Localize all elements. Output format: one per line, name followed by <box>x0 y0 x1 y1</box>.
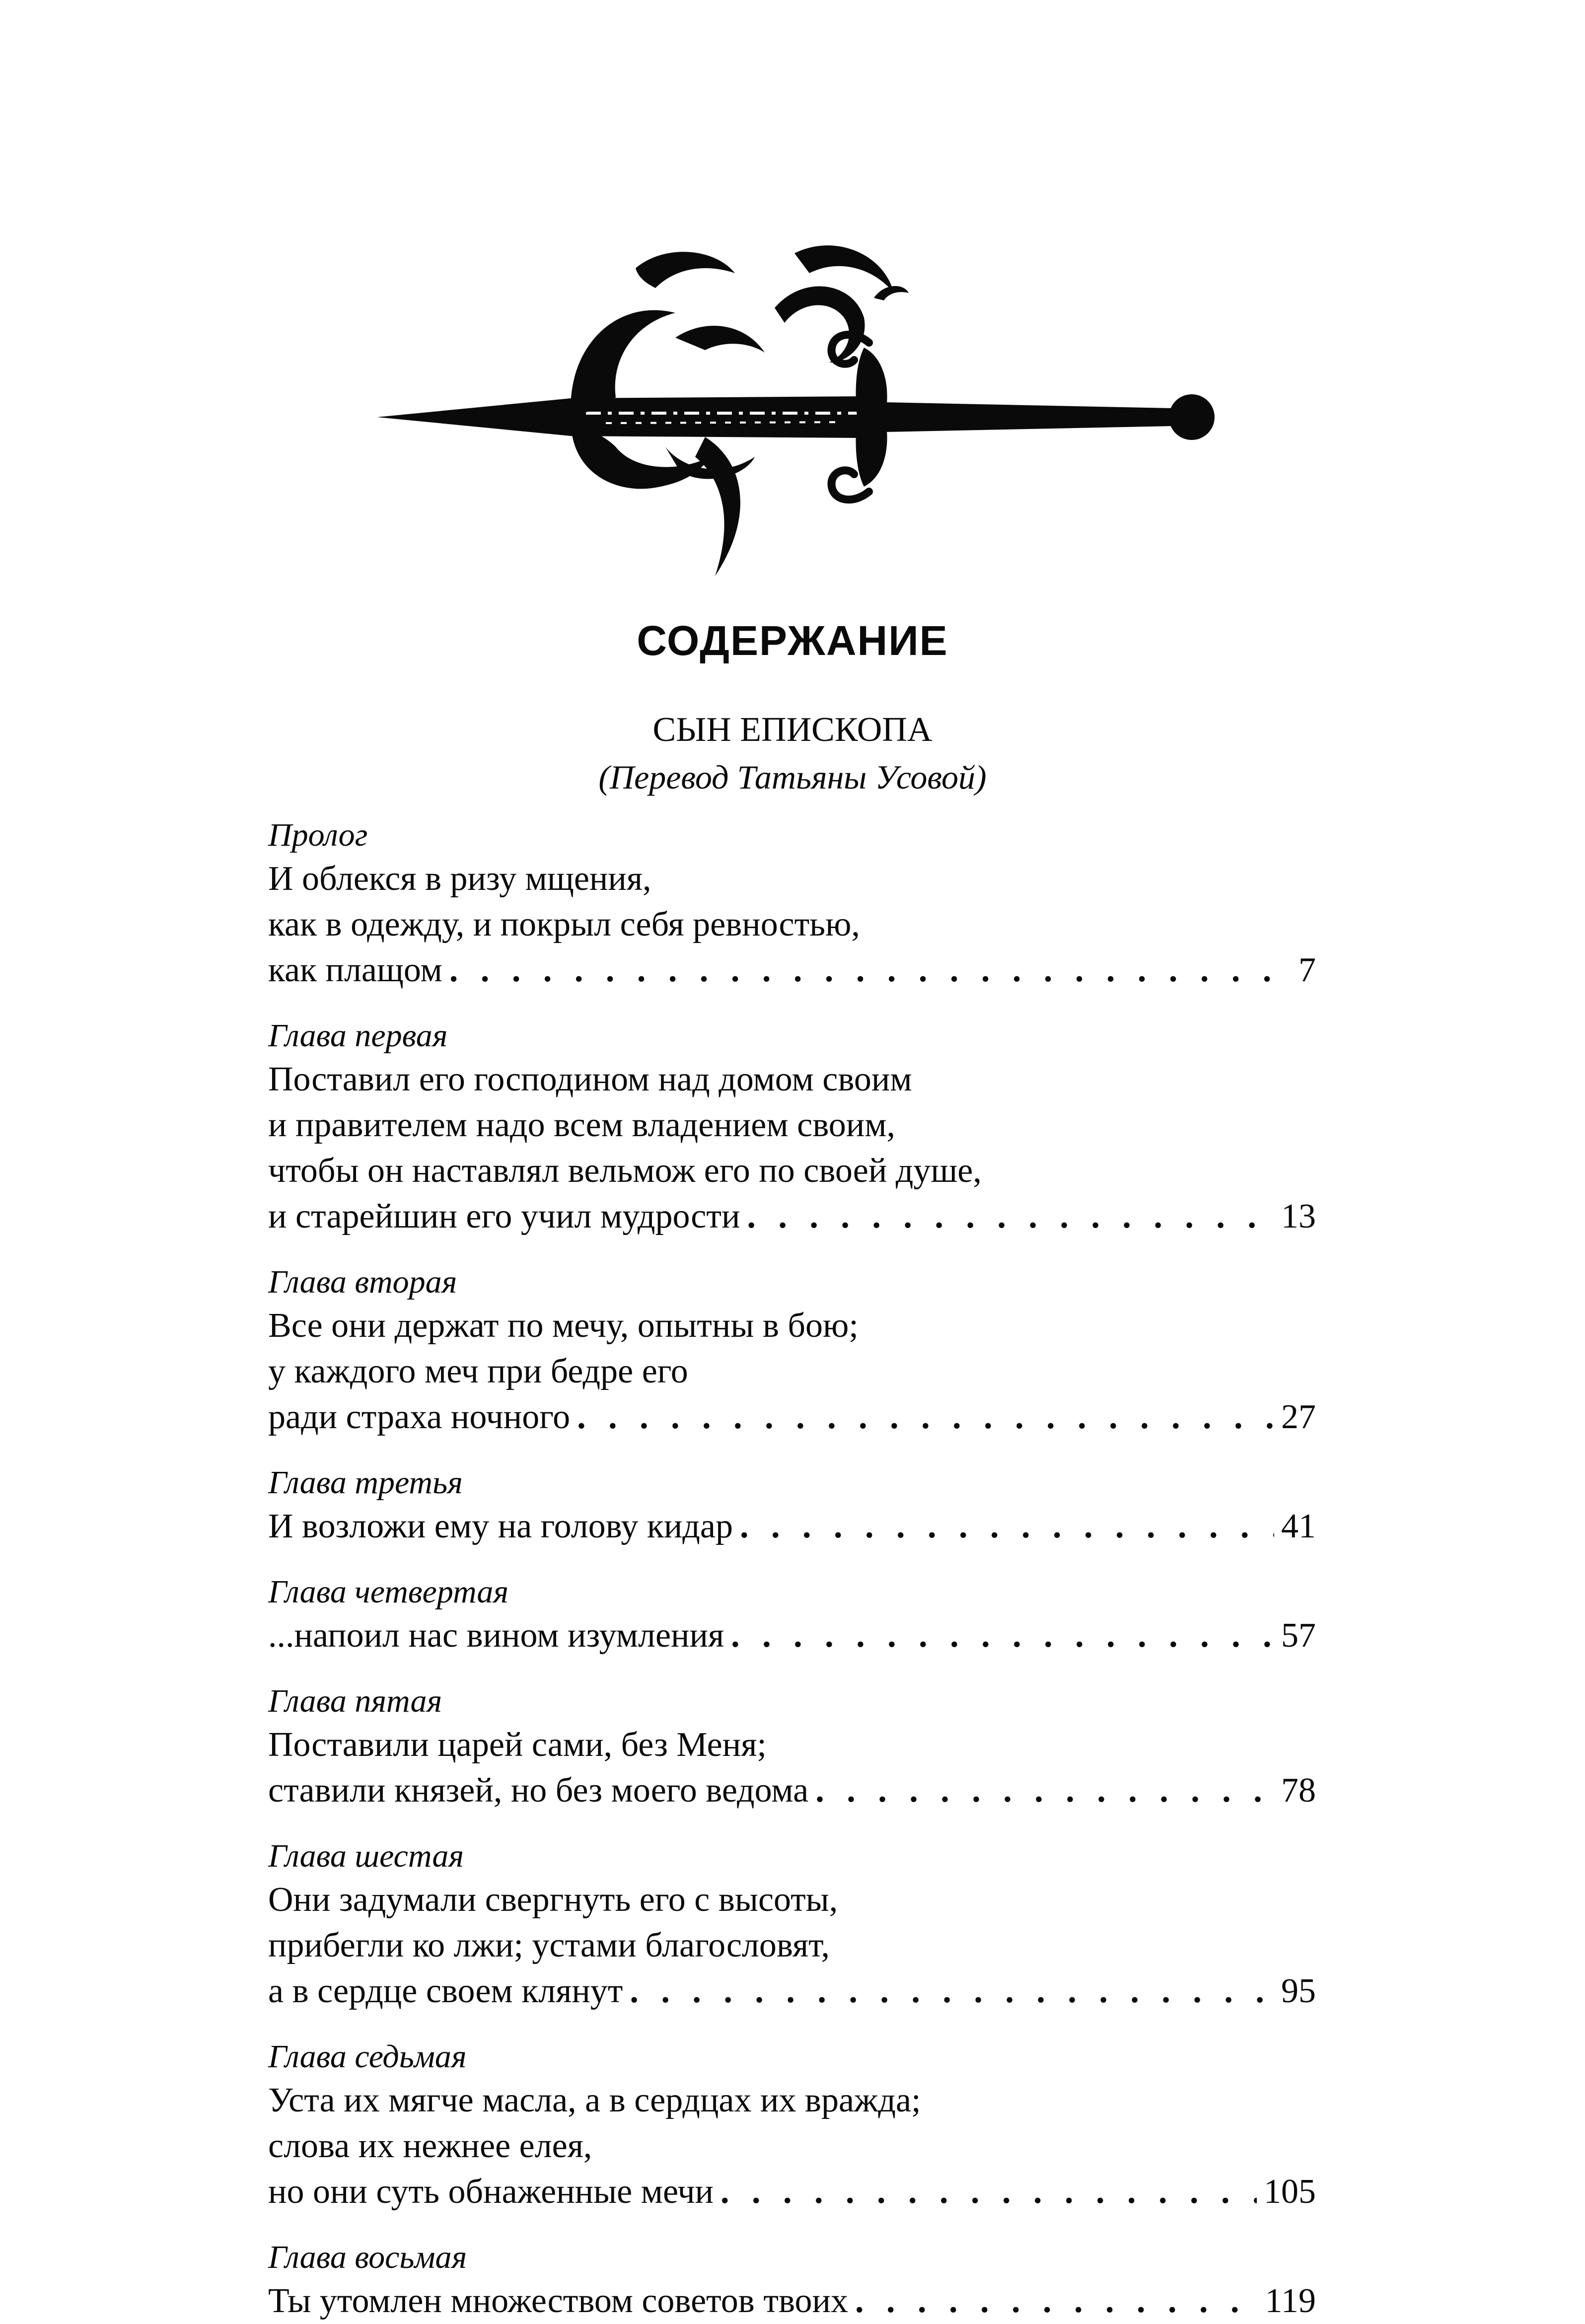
chapter-label: Глава третья <box>268 1464 463 1501</box>
entry-line: ...напоил нас вином изумления <box>268 1616 724 1655</box>
toc-entry-chapter-6 <box>268 1835 1316 2014</box>
chapter-label: Глава восьмая <box>268 2239 467 2275</box>
entry-last-line <box>268 1504 1316 1549</box>
page-number: 105 <box>1264 2173 1316 2211</box>
entry-line: слова их нежнее елея, <box>268 2127 592 2165</box>
dot-leader <box>449 947 1279 993</box>
toc-entry-chapter-4 <box>268 1571 1316 1659</box>
dot-leader <box>577 1394 1274 1440</box>
toc-entry-chapter-8 <box>268 2237 1316 2324</box>
page-number: 7 <box>1298 951 1316 989</box>
entry-line: Ты утомлен множеством советов твоих <box>268 2282 848 2320</box>
entry-line: Они задумали свергнуть его с высоты, <box>268 1881 838 1919</box>
toc-heading: СОДЕРЖАНИЕ <box>637 617 948 664</box>
dot-leader <box>747 1194 1274 1239</box>
toc-entry-chapter-3 <box>268 1462 1316 1549</box>
entry-line: чтобы он наставлял вельмож его по своей душе, <box>268 1152 982 1190</box>
dagger-crossguard <box>856 348 887 487</box>
entry-last-line <box>268 947 1316 993</box>
page-number: 27 <box>1281 1398 1316 1436</box>
entry-line: И возложи ему на голову кидар <box>268 1507 733 1545</box>
entry-line: и старейшин его учил мудрости <box>268 1197 740 1235</box>
page-number: 41 <box>1281 1507 1316 1545</box>
page-number: 119 <box>1265 2282 1316 2320</box>
entry-line: Поставил его господином над домом своим <box>268 1060 912 1098</box>
toc-entry-chapter-1 <box>268 1015 1316 1239</box>
entry-line: И облекся в ризу мщения, <box>268 860 651 898</box>
dot-leader <box>740 1504 1274 1549</box>
entry-line: но они суть обнаженные мечи <box>268 2173 714 2211</box>
entry-line: а в сердце своем клянут <box>268 1972 623 2010</box>
entry-line: Поставили царей сами, без Меня; <box>268 1726 767 1764</box>
entry-last-line <box>268 1968 1316 2014</box>
chapter-label: Глава седьмая <box>268 2038 467 2075</box>
toc-entry-prologue <box>268 814 1316 993</box>
page-number: 95 <box>1281 1972 1316 2010</box>
entry-line: Все они держат по мечу, опытны в бою; <box>268 1307 859 1345</box>
translator-credit: (Перевод Татьяны Усовой) <box>598 758 987 796</box>
dot-leader <box>630 1968 1274 2014</box>
page-number: 78 <box>1281 1771 1316 1810</box>
entry-line: прибегли ко лжи; устами благословят, <box>268 1926 830 1964</box>
entry-line: ставили князей, но без моего ведома <box>268 1771 809 1810</box>
entry-last-line <box>268 1394 1316 1440</box>
chapter-label: Пролог <box>268 817 368 853</box>
dot-leader <box>855 2278 1258 2324</box>
chapter-label: Глава первая <box>268 1017 448 1054</box>
toc-entry-chapter-5 <box>268 1680 1316 1814</box>
dagger-with-flourish-icon <box>358 238 1231 596</box>
entry-last-line <box>268 2278 1316 2324</box>
chapter-label: Глава пятая <box>268 1683 442 1719</box>
dot-leader <box>720 2169 1257 2215</box>
entry-last-line <box>268 1613 1316 1659</box>
entry-line: и правителем надо всем владением своим, <box>268 1106 896 1144</box>
toc-entry-chapter-2 <box>268 1261 1316 1440</box>
dagger-blade <box>377 396 864 438</box>
page-number: 13 <box>1281 1197 1316 1235</box>
chapter-label: Глава четвертая <box>268 1574 509 1610</box>
dot-leader <box>731 1613 1274 1659</box>
entry-line: Уста их мягче масла, а в сердцах их вражда; <box>268 2081 921 2119</box>
dot-leader <box>815 1768 1274 1814</box>
book-title: СЫН ЕПИСКОПА <box>652 711 933 749</box>
toc-entry-chapter-7 <box>268 2036 1316 2215</box>
page-number: 57 <box>1281 1616 1316 1655</box>
entry-last-line <box>268 1768 1316 1814</box>
chapter-label: Глава вторая <box>268 1264 457 1300</box>
chapter-label: Глава шестая <box>268 1838 464 1874</box>
entry-line: как в одежду, и покрыл себя ревностью, <box>268 905 860 944</box>
dagger-grip <box>884 402 1172 432</box>
entry-line: у каждого меч при бедре его <box>268 1352 688 1390</box>
entry-line: как плащом <box>268 951 442 989</box>
dagger-pommel <box>1169 394 1215 440</box>
entry-last-line <box>268 1194 1316 1239</box>
entry-line: ради страха ночного <box>268 1398 571 1436</box>
table-of-contents <box>268 814 1316 2324</box>
entry-last-line <box>268 2169 1316 2215</box>
